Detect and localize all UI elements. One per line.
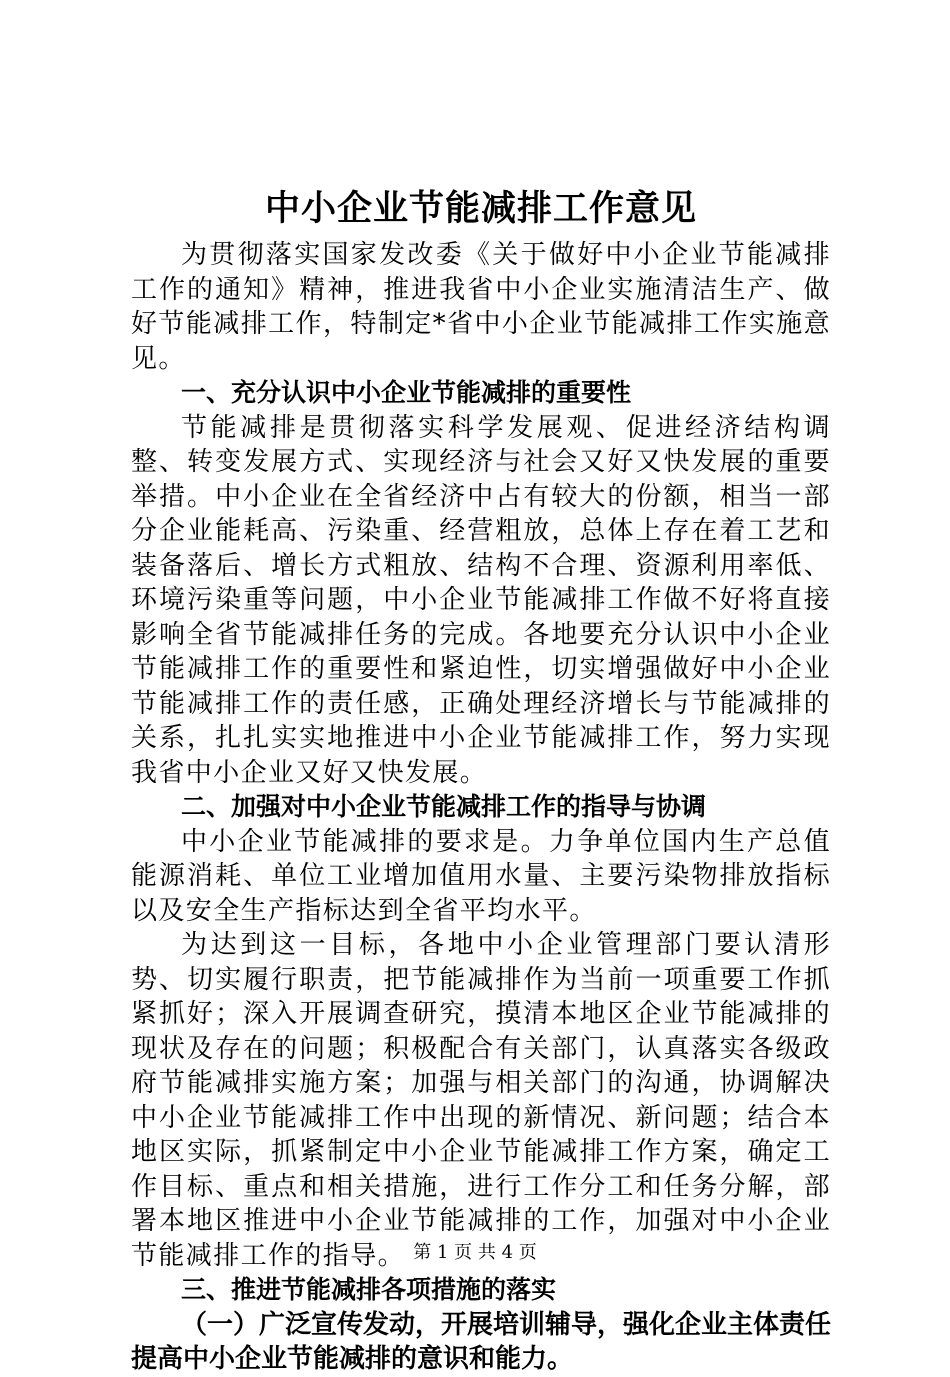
section-1-paragraph: 节能减排是贯彻落实科学发展观、促进经济结构调整、转变发展方式、实现经济与社会又好又快发展的重要举措。中小企业在全省经济中占有较大的份额，相当一部分企业能耗高、污染重、经营粗放，总体上存在着工艺和装备落后、增长方式粗放、结构不合理、资源利用率低、环境污染重等问题，中小企业节能减排工作做不好将直接影响全省节能减排任务的完成。各地要充分认识中小企业节能减排工作的重要性和紧迫性，切实增强做好中小企业节能减排工作的责任感，正确处理经济增长与节能减排的关系，扎扎实实地推进中小企业节能减排工作，努力实现我省中小企业又好又快发展。 — [131, 412, 831, 788]
section-2-paragraph-2: 为达到这一目标，各地中小企业管理部门要认清形势、切实履行职责，把节能减排作为当前一项重要工作抓紧抓好；深入开展调查研究，摸清本地区企业节能减排的现状及存在的问题；积极配合有关部门，认真落实各级政府节能减排实施方案；加强与相关部门的沟通，协调解决中小企业节能减排工作中出现的新情况、新问题；结合本地区实际，抓紧制定中小企业节能减排工作方案，确定工作目标、重点和相关措施，进行工作分工和任务分解，部署本地区推进中小企业节能减排的工作，加强对中小企业节能减排工作的指导。 — [131, 930, 831, 1271]
intro-paragraph: 为贯彻落实国家发改委《关于做好中小企业节能减排工作的通知》精神，推进我省中小企业实施清洁生产、做好节能减排工作，特制定*省中小企业节能减排工作实施意见。 — [131, 240, 831, 374]
subsection-heading-1: （一）广泛宣传发动，开展培训辅导，强化企业主体责任提高中小企业节能减排的意识和能力。 — [131, 1309, 832, 1374]
document-body — [131, 184, 831, 1377]
page-number-footer: 第 1 页 共 4 页 — [413, 1242, 537, 1263]
section-heading-2: 二、加强对中小企业节能减排工作的指导与协调 — [181, 792, 707, 821]
section-2-paragraph-1: 中小企业节能减排的要求是。力争单位国内生产总值能源消耗、单位工业增加值用水量、主要污染物排放指标以及安全生产指标达到全省平均水平。 — [131, 826, 831, 926]
section-heading-1: 一、充分认识中小企业节能减排的重要性 — [181, 378, 632, 407]
section-heading-3: 三、推进节能减排各项措施的落实 — [181, 1275, 557, 1304]
document-title: 中小企业节能减排工作意见 — [264, 189, 697, 229]
